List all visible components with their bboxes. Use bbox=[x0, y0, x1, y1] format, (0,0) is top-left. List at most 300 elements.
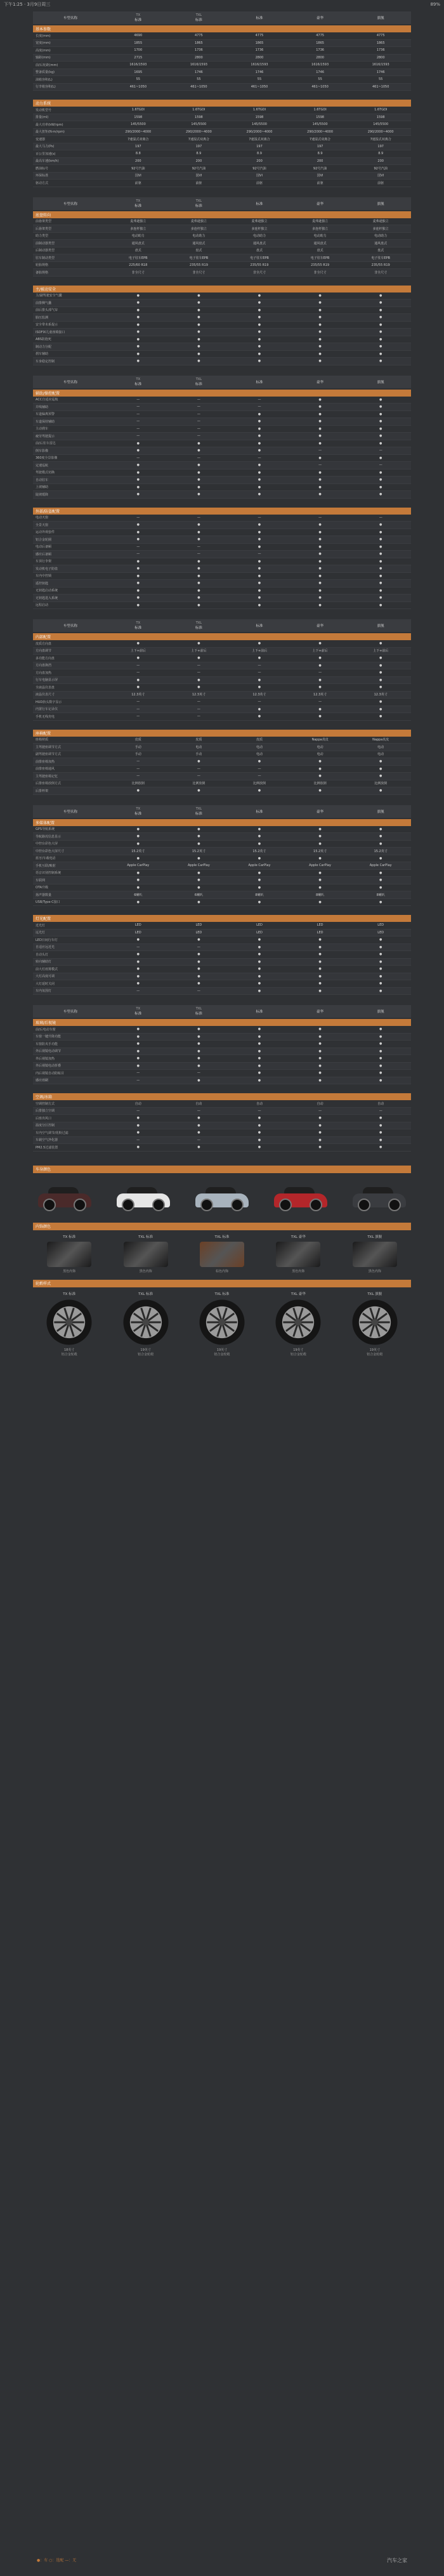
cell-value: ● bbox=[318, 834, 322, 839]
table-row bbox=[33, 558, 411, 566]
cell-value: 8.9 bbox=[257, 152, 262, 156]
cell-value: — bbox=[197, 1138, 200, 1142]
wheel-item bbox=[34, 1291, 104, 1357]
interior-label: TXL 标准 bbox=[214, 1235, 230, 1239]
cell-value: 电动助力 bbox=[252, 234, 266, 239]
cell-value: — bbox=[197, 707, 200, 711]
cell-value: 1.6TGDI bbox=[131, 108, 145, 112]
cell-value: ● bbox=[258, 959, 261, 964]
cell-value: ● bbox=[379, 967, 382, 971]
header-group: TX bbox=[136, 621, 141, 625]
cell-value: 手动 bbox=[134, 752, 141, 757]
cell-value: ● bbox=[197, 974, 200, 978]
cell-value: 电动 bbox=[256, 752, 263, 757]
wheel-title: 轮毂样式 bbox=[33, 1280, 411, 1287]
wheel-shape bbox=[43, 1199, 56, 1211]
cell-value: ● bbox=[136, 330, 140, 334]
cell-value: LED bbox=[195, 923, 202, 928]
cell-value: 1616/1593 bbox=[190, 63, 207, 67]
row-label: 后悬架类型 bbox=[36, 227, 52, 231]
cell-value: ● bbox=[379, 841, 382, 846]
table-row bbox=[33, 292, 411, 300]
cell-value: — bbox=[197, 397, 200, 402]
cell-value: ● bbox=[258, 596, 261, 600]
column-header bbox=[33, 1005, 411, 1018]
cell-value: ● bbox=[318, 456, 322, 460]
wheel-caption: 19英寸 铝合金轮毂 bbox=[214, 1348, 230, 1357]
cell-value: ● bbox=[258, 478, 261, 482]
cell-value: 通风盘式 bbox=[313, 241, 327, 246]
cell-value: 235/55 R19 bbox=[311, 263, 330, 267]
table-row bbox=[33, 588, 411, 595]
cell-value: 1736 bbox=[255, 48, 264, 53]
cell-value: 比例放倒 bbox=[313, 782, 327, 786]
spec-sections bbox=[33, 11, 411, 1159]
cell-value: ● bbox=[258, 322, 261, 327]
table-row bbox=[33, 713, 411, 721]
cell-value: ● bbox=[258, 581, 261, 586]
header-group: TX bbox=[136, 199, 141, 203]
cell-value: ● bbox=[258, 841, 261, 846]
table-row bbox=[33, 165, 411, 173]
cell-value: ● bbox=[258, 656, 261, 660]
cell-value: 235/55 R19 bbox=[371, 263, 390, 267]
cell-value: 7速湿式双离合 bbox=[310, 137, 331, 141]
cell-value: ● bbox=[136, 1056, 140, 1061]
table-row bbox=[33, 1034, 411, 1041]
cell-value: ● bbox=[258, 641, 261, 646]
cell-value: ● bbox=[258, 330, 261, 334]
cell-value: ● bbox=[136, 959, 140, 964]
cell-value: ● bbox=[136, 588, 140, 593]
cell-value: LED bbox=[317, 923, 323, 928]
cell-value: 55 bbox=[379, 77, 383, 82]
cell-value: ● bbox=[318, 478, 322, 482]
cell-value: ● bbox=[318, 967, 322, 971]
cell-value: 2800 bbox=[376, 55, 385, 60]
cell-value: ● bbox=[197, 345, 200, 349]
cell-value: ● bbox=[136, 293, 140, 298]
header-group: TX bbox=[136, 377, 141, 381]
cell-value: 麦弗逊独立 bbox=[130, 220, 147, 224]
table-row bbox=[33, 254, 411, 262]
table-row bbox=[33, 240, 411, 247]
cell-value: ● bbox=[136, 581, 140, 586]
cell-value: ● bbox=[197, 559, 200, 563]
row-label: 车窗一键升降功能 bbox=[36, 1035, 62, 1039]
cell-value: ● bbox=[197, 982, 200, 986]
row-label: 多功能方向盘 bbox=[36, 656, 55, 660]
header-trim-name: 旗舰 bbox=[377, 1010, 384, 1014]
header-trim bbox=[350, 805, 411, 818]
table-row bbox=[33, 677, 411, 685]
section-gap bbox=[33, 277, 411, 284]
table-row bbox=[33, 150, 411, 158]
cell-value: 290/2000~4000 bbox=[367, 129, 394, 134]
cell-value: ● bbox=[379, 485, 382, 489]
cell-value: 电子驻车EPB bbox=[128, 256, 148, 260]
cell-value: 自动 bbox=[256, 1101, 263, 1106]
cell-value: ● bbox=[136, 789, 140, 793]
table-row bbox=[33, 706, 411, 714]
cell-value: 4775 bbox=[255, 34, 264, 38]
interior-swatch bbox=[47, 1242, 91, 1267]
header-trim-name: 标准 bbox=[256, 1010, 263, 1014]
table-row bbox=[33, 944, 411, 952]
table-row bbox=[33, 862, 411, 870]
row-label: 后排杯架 bbox=[36, 789, 49, 793]
table-row bbox=[33, 602, 411, 610]
cell-value: 自动 bbox=[377, 1101, 384, 1106]
row-label: 车内中控锁 bbox=[36, 574, 52, 579]
cell-value: ● bbox=[318, 1131, 322, 1135]
cell-value: ● bbox=[136, 470, 140, 475]
table-row bbox=[33, 1144, 411, 1152]
cell-value: ● bbox=[379, 470, 382, 475]
cell-value: ● bbox=[318, 301, 322, 305]
cell-value: ● bbox=[379, 952, 382, 957]
cell-value: — bbox=[136, 707, 140, 711]
table-row bbox=[33, 476, 411, 484]
cell-value: ● bbox=[258, 574, 261, 578]
cell-value: 1865 bbox=[316, 41, 324, 45]
cell-value: ● bbox=[379, 685, 382, 690]
cell-value: ● bbox=[258, 827, 261, 831]
cell-value: 非全尺寸 bbox=[313, 270, 327, 275]
cell-value: ● bbox=[136, 603, 140, 607]
cell-value: — bbox=[258, 515, 261, 520]
cell-value: ● bbox=[136, 856, 140, 860]
wheel-caption: 19英寸 铝合金轮毂 bbox=[290, 1348, 306, 1357]
cell-value: ● bbox=[318, 982, 322, 986]
cell-value: ● bbox=[318, 989, 322, 993]
cell-value: 200 bbox=[377, 159, 384, 163]
cell-value: ● bbox=[379, 301, 382, 305]
interior-label: TXL 标准 bbox=[138, 1235, 153, 1239]
cell-value: ● bbox=[136, 1027, 140, 1032]
cell-value: ● bbox=[258, 293, 261, 298]
table-row bbox=[33, 766, 411, 773]
header-trim-name: 豪华 bbox=[317, 202, 324, 206]
car-color-image bbox=[270, 1178, 331, 1216]
cell-value: ● bbox=[318, 774, 322, 779]
cell-value: 多连杆独立 bbox=[190, 227, 207, 231]
cell-value: — bbox=[136, 1071, 140, 1075]
cell-value: ● bbox=[197, 959, 200, 964]
cell-value: — bbox=[136, 515, 140, 520]
cell-value: 2800 bbox=[316, 55, 324, 60]
table-row bbox=[33, 870, 411, 877]
table-row bbox=[33, 62, 411, 69]
cell-value: 国VI bbox=[256, 174, 263, 178]
cell-value: ● bbox=[318, 523, 322, 527]
cell-value: ● bbox=[197, 588, 200, 593]
row-label: 中控台彩色大屏 bbox=[36, 842, 58, 846]
row-label: 空调控制方式 bbox=[36, 1101, 55, 1106]
table-row bbox=[33, 307, 411, 315]
cell-value: ● bbox=[318, 1138, 322, 1142]
row-label: 前/后驻车雷达 bbox=[36, 442, 56, 446]
cell-value: ● bbox=[197, 574, 200, 578]
cell-value: ● bbox=[197, 603, 200, 607]
header-trim-name: 旗舰 bbox=[377, 16, 384, 20]
table-row bbox=[33, 655, 411, 662]
cell-value: — bbox=[136, 552, 140, 556]
cell-value: 1616/1593 bbox=[129, 63, 147, 67]
cell-value: — bbox=[136, 759, 140, 764]
cell-value: 多连杆独立 bbox=[251, 227, 268, 231]
cell-value: ● bbox=[258, 1116, 261, 1120]
cell-value: ● bbox=[258, 559, 261, 563]
cell-value: ● bbox=[318, 559, 322, 563]
cell-value: ● bbox=[379, 1027, 382, 1032]
row-label: 变速器 bbox=[36, 137, 46, 141]
cell-value: ● bbox=[318, 588, 322, 593]
table-row bbox=[33, 922, 411, 930]
cell-value: — bbox=[136, 544, 140, 549]
header-trim bbox=[108, 805, 169, 818]
header-trim-name: 旗舰 bbox=[377, 810, 384, 814]
row-label: 前后排头部气帘 bbox=[36, 308, 58, 313]
cell-value: — bbox=[197, 426, 200, 431]
cell-value: ● bbox=[136, 301, 140, 305]
cell-value: 电动 bbox=[317, 745, 323, 749]
cell-value: 通风盘式 bbox=[192, 241, 206, 246]
cell-value: ● bbox=[379, 1049, 382, 1053]
cell-value: LED bbox=[256, 930, 263, 935]
row-label: 倒车影像 bbox=[36, 449, 49, 453]
row-label: 车内氛围灯 bbox=[36, 989, 52, 994]
table-row bbox=[33, 565, 411, 573]
table-row bbox=[33, 841, 411, 848]
row-label: 大灯高度可调 bbox=[36, 975, 55, 979]
cell-value: ● bbox=[197, 441, 200, 445]
row-label: 主/副驾驶安全气囊 bbox=[36, 294, 62, 298]
row-label: 远光灯 bbox=[36, 931, 46, 935]
cell-value: ● bbox=[379, 938, 382, 942]
cell-value: — bbox=[379, 1108, 382, 1113]
cell-value: ● bbox=[318, 656, 322, 660]
interior-title: 内饰颜色 bbox=[33, 1223, 411, 1230]
cell-value: ● bbox=[258, 982, 261, 986]
cell-value: ● bbox=[136, 449, 140, 453]
table-row bbox=[33, 877, 411, 884]
cell-value: — bbox=[136, 663, 140, 667]
cell-value: 1.6TGDI bbox=[374, 108, 388, 112]
cell-value: 2800 bbox=[255, 55, 264, 60]
cell-value: ● bbox=[258, 315, 261, 320]
cell-value: 55 bbox=[136, 77, 140, 82]
cell-value: ● bbox=[136, 678, 140, 682]
cell-value: LED bbox=[134, 923, 141, 928]
cell-value: 前驱 bbox=[134, 181, 141, 185]
table-row bbox=[33, 114, 411, 122]
cell-value: — bbox=[258, 700, 261, 704]
cell-value: ● bbox=[318, 426, 322, 431]
cell-value: — bbox=[197, 945, 200, 949]
cell-value: ● bbox=[379, 678, 382, 682]
cell-value: 电动 bbox=[377, 752, 384, 757]
cell-value: 盘式 bbox=[195, 249, 202, 253]
section-gap bbox=[33, 365, 411, 373]
cell-value: — bbox=[197, 544, 200, 549]
status-time: 下午1:25 · 3月9日周三 bbox=[4, 2, 51, 7]
section-gap bbox=[33, 795, 411, 803]
body-color-title: 车身颜色 bbox=[33, 1166, 411, 1173]
table-row bbox=[33, 536, 411, 544]
cell-value: 92号汽油 bbox=[131, 166, 145, 171]
cell-value: ● bbox=[258, 1034, 261, 1039]
cell-value: ● bbox=[197, 463, 200, 468]
cell-value: ● bbox=[197, 330, 200, 334]
cell-value: — bbox=[318, 463, 322, 468]
header-trim-name: 标准 bbox=[195, 204, 202, 208]
cell-value: ● bbox=[136, 938, 140, 942]
cell-value: — bbox=[197, 405, 200, 409]
cell-value: — bbox=[258, 774, 261, 779]
table-row bbox=[33, 891, 411, 899]
interior-label: TXL 旗舰 bbox=[367, 1235, 382, 1239]
interior-item bbox=[263, 1234, 333, 1273]
cell-value: ● bbox=[379, 567, 382, 571]
table-row bbox=[33, 418, 411, 426]
cell-value: ● bbox=[136, 827, 140, 831]
row-label: 刹车辅助 bbox=[36, 352, 49, 357]
row-label: 安全带未系提示 bbox=[36, 323, 58, 327]
header-label: 车型名称 bbox=[63, 380, 77, 384]
cell-value: 盘式 bbox=[317, 249, 323, 253]
header-group: TXL bbox=[195, 199, 202, 203]
cell-value: ● bbox=[136, 900, 140, 904]
cell-value: 92号汽油 bbox=[192, 166, 206, 171]
row-label: 驾驶模式切换 bbox=[36, 471, 55, 475]
cell-value: ● bbox=[379, 574, 382, 578]
cell-value: ● bbox=[318, 419, 322, 424]
cell-value: ● bbox=[318, 596, 322, 600]
cell-value: 12.3英寸 bbox=[374, 693, 388, 697]
section-rows bbox=[33, 292, 411, 365]
cell-value: 比例放倒 bbox=[131, 782, 145, 786]
row-label: 发动机型号 bbox=[36, 108, 52, 112]
table-row bbox=[33, 1100, 411, 1108]
row-label: 环保标准 bbox=[36, 174, 49, 178]
cell-value: — bbox=[197, 515, 200, 520]
cell-value: ● bbox=[318, 959, 322, 964]
cell-value: 15.2英寸 bbox=[374, 849, 388, 853]
header-trim bbox=[169, 805, 230, 818]
table-row bbox=[33, 855, 411, 863]
table-row bbox=[33, 262, 411, 270]
wheel-caption: 18英寸 铝合金轮毂 bbox=[61, 1348, 77, 1357]
cell-value: ● bbox=[197, 1131, 200, 1135]
cell-value: — bbox=[197, 766, 200, 771]
cell-value: 手动 bbox=[195, 752, 202, 757]
cell-value: ● bbox=[379, 989, 382, 993]
row-label: 方向盘加热 bbox=[36, 671, 52, 675]
cell-value: ● bbox=[197, 537, 200, 542]
cell-value: ● bbox=[379, 1078, 382, 1082]
row-label: 前排座椅加热 bbox=[36, 759, 55, 764]
row-label: 助力类型 bbox=[36, 234, 49, 239]
table-row bbox=[33, 76, 411, 84]
cell-value: 4775 bbox=[195, 34, 203, 38]
header-trim-name: 旗舰 bbox=[377, 202, 384, 206]
row-label: 最大马力(Ps) bbox=[36, 145, 55, 149]
table-row bbox=[33, 47, 411, 55]
header-group: TXL bbox=[195, 13, 202, 17]
cell-value: 上下+前后 bbox=[312, 649, 328, 654]
section-rows bbox=[33, 218, 411, 277]
header-trim-name: 豪华 bbox=[317, 1010, 324, 1014]
cell-value: 461~1050 bbox=[372, 84, 389, 89]
cell-value: ● bbox=[258, 1049, 261, 1053]
row-label: 车联网 bbox=[36, 878, 46, 883]
cell-value: ● bbox=[197, 308, 200, 312]
cell-value: ● bbox=[197, 530, 200, 534]
row-label: ISOFIX儿童座椅接口 bbox=[36, 330, 65, 334]
cell-value: — bbox=[258, 671, 261, 675]
cell-value: 盘式 bbox=[134, 249, 141, 253]
cell-value: ● bbox=[258, 974, 261, 978]
row-label: 车道保持辅助 bbox=[36, 419, 55, 424]
cell-value: 290/2000~4000 bbox=[185, 129, 212, 134]
cell-value: ● bbox=[379, 603, 382, 607]
cell-value: — bbox=[197, 1108, 200, 1113]
wheel-caption: 19英寸 铝合金轮毂 bbox=[367, 1348, 383, 1357]
table-row bbox=[33, 973, 411, 981]
table-row bbox=[33, 848, 411, 855]
cell-value: ● bbox=[136, 1123, 140, 1127]
header-trim bbox=[169, 197, 230, 210]
cell-value: ● bbox=[318, 352, 322, 356]
cell-value: 145/5500 bbox=[373, 122, 389, 127]
row-label: 导航路况信息显示 bbox=[36, 834, 62, 839]
cell-value: ● bbox=[318, 663, 322, 667]
cell-value: 7速湿式双离合 bbox=[127, 137, 149, 141]
cell-value: LED bbox=[377, 930, 384, 935]
wheel-item bbox=[340, 1291, 410, 1357]
cell-value: — bbox=[258, 663, 261, 667]
cell-value: ● bbox=[197, 656, 200, 660]
row-label: 车内空气调节/花粉过滤 bbox=[36, 1131, 69, 1135]
header-trim bbox=[169, 376, 230, 388]
table-row bbox=[33, 470, 411, 477]
row-label: 铝合金轮圈 bbox=[36, 537, 52, 542]
row-label: 轴距(mm) bbox=[36, 56, 51, 60]
cell-value: ● bbox=[318, 885, 322, 890]
cell-value: ● bbox=[379, 478, 382, 482]
interior-swatch bbox=[124, 1242, 168, 1267]
cell-value: — bbox=[136, 434, 140, 438]
cell-value: ● bbox=[318, 315, 322, 320]
cell-value: ● bbox=[136, 1145, 140, 1150]
row-label: 手机互联/映射 bbox=[36, 864, 56, 868]
wheel-icon bbox=[199, 1299, 245, 1346]
table-row bbox=[33, 358, 411, 365]
cell-value: 145/5500 bbox=[312, 122, 328, 127]
cell-value: 6喇叭 bbox=[194, 893, 203, 897]
cell-value: Apple CarPlay bbox=[309, 864, 332, 868]
header-trim bbox=[229, 11, 290, 24]
cell-value: 电动助力 bbox=[192, 234, 206, 239]
row-label: 车窗防夹手功能 bbox=[36, 1042, 58, 1046]
cell-value: 电子驻车EPB bbox=[371, 256, 390, 260]
cell-value: — bbox=[136, 774, 140, 779]
cell-value: ● bbox=[258, 678, 261, 682]
table-row bbox=[33, 529, 411, 537]
cell-value: LED bbox=[134, 930, 141, 935]
header-trim bbox=[229, 197, 290, 210]
